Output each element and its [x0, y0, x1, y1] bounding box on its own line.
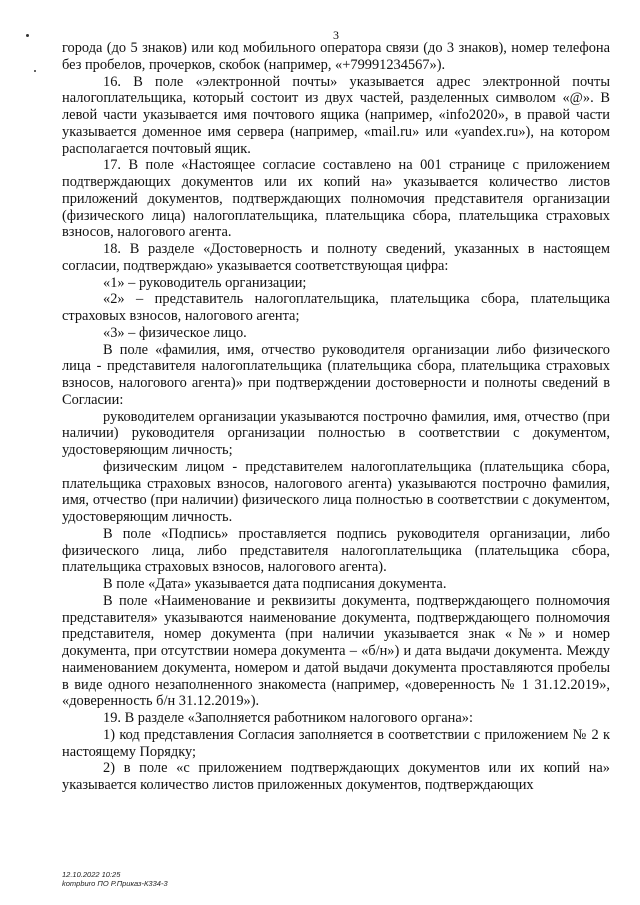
- page-number: 3: [333, 28, 339, 42]
- print-timestamp: 12.10.2022 10:25: [62, 870, 121, 879]
- paragraph: 18. В разделе «Достоверность и полноту сведений, указанных в настоящем согласии, подтверждаю» указывается соответствующая цифра:: [62, 241, 610, 274]
- paragraph: 2) в поле «с приложением подтверждающих документов или их копий на» указывается количество листов приложенных документов, подтверждающих: [62, 760, 610, 793]
- paragraph: 17. В поле «Настоящее согласие составлено на 001 странице с приложением подтверждающих документов или их копий на» указывается количество листов приложений документов, подтверждающих полномочия представителя организации (физического лица) налогоплательщика, плательщика сбора, плательщика страховых взносов, налогового агента.: [62, 157, 610, 241]
- paragraph: «1» – руководитель организации;: [103, 274, 307, 291]
- scan-speck: [34, 70, 36, 72]
- paragraph: В поле «Наименование и реквизиты документа, подтверждающего полномочия представителя» указываются наименование документа, подтверждающего полномочия представителя, номер документа (при наличии указывается знак «№» и номер документа, при отсутствии номера документа – «б/н») и дата выдачи документа. Между наименованием документа, номером и датой выдачи документа проставляются пробелы в виде одного незаполненного знакоместа (например, «доверенность № 1 31.12.2019», «доверенность б/н 31.12.2019»).: [62, 592, 610, 710]
- paragraph: 16. В поле «электронной почты» указывается адрес электронной почты налогоплательщика, который состоит из двух частей, разделенных символом «@». В левой части указывается имя почтового ящика (например, «info2020», в правой части указывается доменное имя сервера (например, «mail.ru» или «yandex.ru»), на котором располагается почтовый ящик.: [62, 73, 610, 157]
- paragraph: 1) код представления Согласия заполняется в соответствии с приложением № 2 к настоящему Порядку;: [62, 726, 610, 760]
- print-footer: [62, 870, 168, 888]
- document-body: [62, 40, 610, 794]
- paragraph: «2» – представитель налогоплательщика, плательщика сбора, плательщика страховых взносов, налогового агента;: [62, 291, 610, 324]
- paragraph: «3» – физическое лицо.: [103, 324, 247, 341]
- paragraph: 19. В разделе «Заполняется работником налогового органа»:: [103, 710, 473, 726]
- paragraph: В поле «фамилия, имя, отчество руководителя организации либо физического лица - представителя налогоплательщика (плательщика сбора, плательщика страховых взносов, налогового агента)» при подтверждении достоверности и полноты сведений в Согласии:: [62, 341, 610, 408]
- paragraph: города (до 5 знаков) или код мобильного оператора связи (до 3 знаков), номер телефона без пробелов, прочерков, скобок (например, «+79991234567»).: [62, 40, 610, 73]
- print-source: kompburo ПО Р.Приказ-К334-3: [62, 879, 168, 888]
- paragraph: руководителем организации указываются построчно фамилия, имя, отчество (при наличии) руководителя организации полностью в соответствии с документом, удостоверяющим личность;: [62, 408, 610, 458]
- paragraph: В поле «Подпись» проставляется подпись руководителя организации, либо физического лица, либо представителя налогоплательщика (плательщика сбора, плательщика страховых взносов, налогового агента).: [62, 525, 610, 576]
- paragraph: В поле «Дата» указывается дата подписания документа.: [103, 576, 447, 592]
- paragraph: физическим лицом - представителем налогоплательщика (плательщика сбора, плательщика страховых взносов, налогового агента) указываются построчно фамилия, имя, отчество (при наличии) физического лица полностью в соответствии с документом, удостоверяющим личность.: [62, 458, 610, 525]
